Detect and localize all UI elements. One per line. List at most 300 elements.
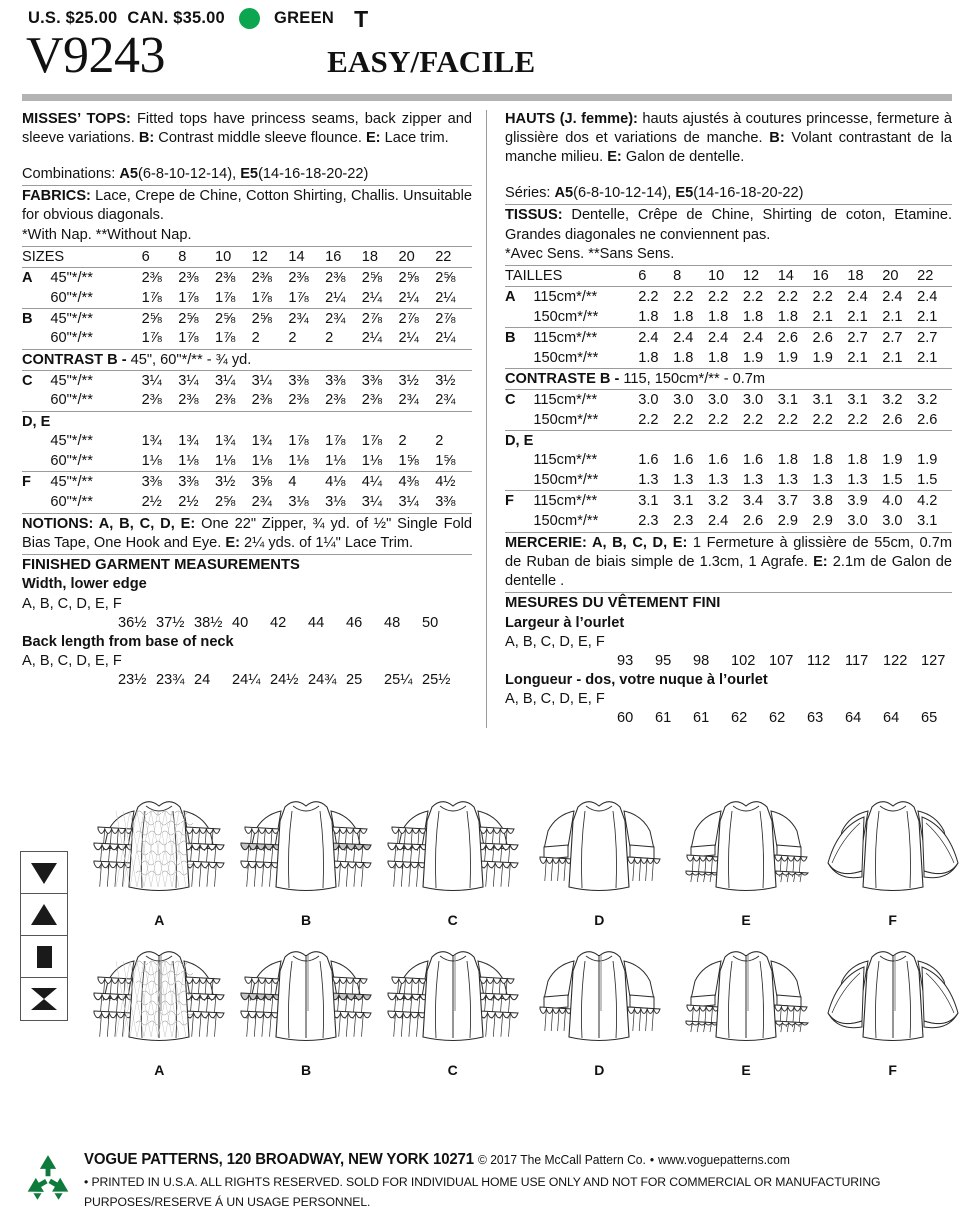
yardage-cell: 2.2 <box>638 411 659 428</box>
yardage-cell: 3½ <box>215 472 252 493</box>
yardage-body-fr <box>505 267 952 531</box>
combinations-text: Combinations: A5(6-8-10-12-14), E5(14-16-18-20-22) <box>22 166 369 183</box>
yardage-cell: 2.9 <box>812 512 833 529</box>
yardage-cell: 1⅛ <box>214 452 236 469</box>
yardage-cell: 3.0 <box>847 512 868 529</box>
measurement-value: 24 <box>194 671 211 688</box>
table-row-sizes <box>22 248 472 268</box>
fabric-width: 115cm*/** <box>533 452 598 469</box>
table-row <box>22 329 472 349</box>
table-row <box>505 410 952 430</box>
measurement-value: 122 <box>883 652 908 669</box>
yardage-cell: 1.5 <box>917 471 938 488</box>
yardage-cell: 1.8 <box>847 452 868 469</box>
yardage-cell: 3.1 <box>638 491 673 512</box>
measurement-values-width-fr <box>505 652 952 671</box>
yardage-cell <box>325 411 362 432</box>
yardage-cell: 2.4 <box>917 287 952 308</box>
yardage-cell: 3.0 <box>673 390 708 411</box>
yardage-cell: 2.1 <box>917 349 938 366</box>
measurement-values-width <box>22 614 472 633</box>
measurement-value: 107 <box>769 652 794 669</box>
nap-note-fr: *Avec Sens. **Sans Sens. <box>505 245 675 262</box>
yardage-cell: 2⅜ <box>142 268 179 289</box>
view-letter <box>22 391 50 411</box>
measurement-value: 62 <box>769 710 786 727</box>
pattern-number: V9243 <box>26 27 166 84</box>
yardage-cell: 2.2 <box>743 287 778 308</box>
fabric-width <box>50 411 141 432</box>
yardage-cell: 1⅞ <box>178 289 199 306</box>
measurement-value: 50 <box>422 614 439 631</box>
view-letter: F <box>22 472 50 493</box>
fabric-width: 60"*/** <box>50 289 93 306</box>
yardage-cell: 3⅛ <box>288 493 309 510</box>
yardage-cell: 2⅞ <box>362 308 399 329</box>
view-letter <box>22 288 50 308</box>
yardage-cell: 2.6 <box>742 512 764 529</box>
measurement-value: 61 <box>655 710 672 727</box>
yardage-cell: 4¼ <box>362 472 399 493</box>
divider <box>505 592 952 593</box>
yardage-cell: 3.2 <box>708 491 743 512</box>
yardage-cell: 2⅝ <box>142 308 179 329</box>
fabric-width: 150cm*/** <box>533 308 599 325</box>
yardage-cell: 1⅛ <box>141 452 162 469</box>
view-letter: A <box>505 287 533 308</box>
table-row <box>505 348 952 368</box>
garment-figure-back-E <box>673 928 820 1078</box>
yardage-cell: 4½ <box>435 472 472 493</box>
size-header-14: 14 <box>288 248 305 265</box>
size-header-10: 10 <box>214 248 232 265</box>
measurement-value: 98 <box>693 652 710 669</box>
measurement-values-length <box>22 671 472 690</box>
contrast-note: CONTRASTE B - 115, 150cm*/** - 0.7m <box>505 368 952 389</box>
yardage-cell: 1.9 <box>742 349 764 366</box>
measurement-value: 23½ <box>118 671 147 688</box>
yardage-cell: 2⅜ <box>178 268 215 289</box>
table-row <box>22 492 472 511</box>
size-header-12: 12 <box>251 248 268 265</box>
size-header-22: 22 <box>917 267 934 284</box>
yardage-cell: 1⅞ <box>214 330 236 347</box>
yardage-cell: 1.3 <box>707 471 729 488</box>
column-divider <box>486 110 487 728</box>
yardage-cell: 3.2 <box>882 390 917 411</box>
yardage-cell: 3⅛ <box>325 493 346 510</box>
measurement-subtitle-width-fr: Largeur à l’ourlet <box>505 614 625 631</box>
measurement-value: 25½ <box>422 671 451 688</box>
table-row <box>505 511 952 530</box>
yardage-cell: 2¼ <box>325 289 346 306</box>
size-header-14: 14 <box>777 267 794 284</box>
measurement-views-width-fr: A, B, C, D, E, F <box>505 633 605 650</box>
spacer <box>22 148 472 165</box>
fabrics-text: FABRICS: Lace, Crepe de Chine, Cotton Shirting, Challis. Unsuitable for obvious diagonals. <box>22 188 472 224</box>
measurement-value: 64 <box>883 710 900 727</box>
yardage-cell: 1⅞ <box>141 330 162 347</box>
back-view-row <box>86 928 966 1078</box>
yardage-cell: 1⅛ <box>325 452 346 469</box>
t-mark-icon: T <box>354 5 369 32</box>
view-letter: C <box>505 390 533 411</box>
finished-measurements-title: FINISHED GARMENT MEASUREMENTS <box>22 557 300 574</box>
garment-figure-front-D <box>526 778 673 928</box>
yardage-cell: 2 <box>288 330 297 347</box>
yardage-cell: 2⅜ <box>251 392 272 409</box>
yardage-cell: 3.1 <box>673 491 708 512</box>
table-row <box>505 328 952 349</box>
yardage-cell: 3¼ <box>215 371 252 392</box>
divider <box>505 204 952 205</box>
yardage-cell: 1.8 <box>777 452 798 469</box>
table-row <box>22 472 472 493</box>
figure-label: A <box>154 912 165 928</box>
yardage-cell: 1.8 <box>638 349 659 366</box>
measurement-value: 38½ <box>194 614 223 631</box>
view-letter: B <box>22 308 50 329</box>
measurement-value: 127 <box>921 652 946 669</box>
yardage-cell: 3⅜ <box>325 371 362 392</box>
color-swatch-icon <box>239 8 260 29</box>
garment-figure-front-F <box>819 778 966 928</box>
yardage-cell: 4⅜ <box>398 472 435 493</box>
yardage-cell: 3⅜ <box>362 371 399 392</box>
yardage-cell: 2⅜ <box>215 268 252 289</box>
yardage-cell: 2⅜ <box>325 268 362 289</box>
figure-label: E <box>741 912 751 928</box>
price-can: CAN. $35.00 <box>127 8 225 27</box>
yardage-cell <box>882 430 917 451</box>
measurement-values-length-fr <box>505 709 952 728</box>
yardage-cell: 3½ <box>398 371 435 392</box>
measurement-value: 24¼ <box>232 671 261 688</box>
measurement-value: 44 <box>308 614 325 631</box>
notions-text-fr: MERCERIE: A, B, C, D, E: 1 Fermeture à glissière de 55cm, 0.7m de Ruban de biais simple de 1.3cm, 1 Agrafe. E: 2.1m de Galon de dentelle . <box>505 534 952 590</box>
notions-text: NOTIONS: A, B, C, D, E: One 22" Zipper, ¾ yd. of ½" Single Fold Bias Tape, One Hook and Eye. E: 2¼ yds. of 1¼" Lace Trim. <box>22 515 472 551</box>
view-letter: A <box>22 268 50 289</box>
measurement-value: 46 <box>346 614 363 631</box>
measurement-value: 24¾ <box>308 671 337 688</box>
yardage-cell: 3¼ <box>252 371 289 392</box>
yardage-cell: 2 <box>325 330 334 347</box>
yardage-cell: 2¼ <box>361 330 383 347</box>
yardage-cell: 2.4 <box>882 287 917 308</box>
measurement-value: 42 <box>270 614 287 631</box>
yardage-cell: 2.6 <box>813 328 848 349</box>
yardage-cell: 2.2 <box>707 411 729 428</box>
yardage-cell <box>252 411 289 432</box>
measurement-views-width: A, B, C, D, E, F <box>22 595 122 612</box>
yardage-cell <box>847 430 882 451</box>
yardage-cell: 2½ <box>141 493 162 510</box>
table-row <box>505 491 952 512</box>
yardage-cell: 2.1 <box>812 308 833 325</box>
yardage-cell: 2.1 <box>882 349 903 366</box>
figure-label: B <box>300 1062 312 1078</box>
yardage-cell: 2⅞ <box>398 308 435 329</box>
yardage-cell: 1.3 <box>847 471 868 488</box>
combinations-text-fr: Séries: A5(6-8-10-12-14), E5(14-16-18-20-22) <box>505 185 804 202</box>
size-header-6: 6 <box>141 248 150 265</box>
yardage-cell: 3.1 <box>778 390 813 411</box>
description-text-fr: HAUTS (J. femme): hauts ajustés à coutures princesse, fermeture à glissière dos et variations de manche. B: Volant contrastant de la manche milieu. E: Galon de dentelle. <box>505 111 953 166</box>
description-text: MISSES’ TOPS: Fitted tops have princess seams, back zipper and sleeve variations. B: Contrast middle sleeve flounce. E: Lace trim. <box>22 111 473 147</box>
yardage-cell: 3.0 <box>708 390 743 411</box>
yardage-cell: 1.3 <box>812 471 833 488</box>
legend-rectangle <box>21 936 67 978</box>
view-letter <box>22 492 50 511</box>
size-header-8: 8 <box>673 267 682 284</box>
yardage-cell: 2 <box>251 330 260 347</box>
measurement-value: 37½ <box>156 614 185 631</box>
contrast-note: CONTRAST B - 45", 60"*/** - ¾ yd. <box>22 349 472 370</box>
table-row <box>505 390 952 411</box>
yardage-cell: 3¼ <box>178 371 215 392</box>
size-header-22: 22 <box>435 248 452 265</box>
yardage-cell <box>708 430 743 451</box>
yardage-cell: 3.8 <box>813 491 848 512</box>
yardage-cell: 2¼ <box>398 289 419 306</box>
yardage-cell: 2 <box>398 433 407 450</box>
yardage-cell: 1.6 <box>742 452 764 469</box>
front-view-row <box>86 778 966 928</box>
fabric-width: 150cm*/** <box>533 512 599 529</box>
figure-label: F <box>888 912 897 928</box>
yardage-cell: 3.4 <box>743 491 778 512</box>
yardage-cell: 2⅝ <box>435 268 472 289</box>
fabric-width: 45"*/** <box>50 268 141 289</box>
view-letter <box>22 432 50 451</box>
measurement-value: 117 <box>845 652 869 669</box>
footer-text-block <box>84 1147 952 1209</box>
measurement-value: 25 <box>346 671 363 688</box>
yardage-cell: 1¾ <box>214 433 236 450</box>
yardage-cell: 2.2 <box>638 287 673 308</box>
yardage-cell: 2⅝ <box>178 308 215 329</box>
divider <box>505 532 952 533</box>
fabric-width: 150cm*/** <box>533 411 599 428</box>
table-row <box>22 268 472 289</box>
yardage-cell: 2.4 <box>743 328 778 349</box>
website-link[interactable]: www.voguepatterns.com <box>658 1153 790 1167</box>
yardage-cell: 2.1 <box>847 308 868 325</box>
yardage-cell: 1⅛ <box>288 452 309 469</box>
sizes-label: SIZES <box>22 248 65 265</box>
yardage-cell: 3.0 <box>882 512 903 529</box>
yardage-cell: 3.1 <box>917 512 938 529</box>
measurement-value: 40 <box>232 614 249 631</box>
view-letter <box>505 511 533 530</box>
measurement-views-length: A, B, C, D, E, F <box>22 652 122 669</box>
measurement-value: 95 <box>655 652 672 669</box>
table-row <box>22 308 472 329</box>
size-header-16: 16 <box>325 248 342 265</box>
yardage-cell: 2.2 <box>777 411 798 428</box>
yardage-cell: 2.4 <box>847 287 882 308</box>
yardage-cell: 1.8 <box>673 308 694 325</box>
table-row <box>505 430 952 451</box>
yardage-cell: 3.1 <box>813 390 848 411</box>
price-header <box>0 0 974 30</box>
fabric-width: 115cm*/** <box>533 328 638 349</box>
measurement-value: 24½ <box>270 671 299 688</box>
garment-figure-front-C <box>379 778 526 928</box>
yardage-cell: 2⅜ <box>252 268 289 289</box>
garment-figure-back-B <box>233 928 380 1078</box>
symbol-legend <box>20 851 68 1021</box>
size-header-6: 6 <box>638 267 647 284</box>
yardage-cell: 3.0 <box>743 390 778 411</box>
garment-figure-front-B <box>233 778 380 928</box>
figure-label: E <box>741 1062 751 1078</box>
table-row <box>22 288 472 308</box>
yardage-cell: 2⅜ <box>325 392 346 409</box>
legend-bowtie <box>21 978 67 1020</box>
footer <box>0 1147 974 1219</box>
view-letter: B <box>505 328 533 349</box>
yardage-cell: 1.3 <box>777 471 798 488</box>
fabric-width: 60"*/** <box>50 392 93 409</box>
yardage-cell: 2⅝ <box>215 308 252 329</box>
company-address: VOGUE PATTERNS, 120 BROADWAY, NEW YORK 10271 <box>84 1151 474 1168</box>
figure-label: F <box>888 1062 897 1078</box>
yardage-cell: 2¼ <box>361 289 383 306</box>
table-row <box>505 308 952 328</box>
garment-figure-front-A <box>86 778 233 928</box>
difficulty-label: EASY/FACILE <box>327 44 536 79</box>
yardage-cell <box>917 430 952 451</box>
measurement-subtitle-length-fr: Longueur - dos, votre nuque à l’ourlet <box>505 671 768 688</box>
measurement-value: 61 <box>693 710 710 727</box>
yardage-cell: 2.2 <box>742 411 764 428</box>
view-letter <box>22 329 50 349</box>
yardage-cell: 2.2 <box>673 287 708 308</box>
yardage-cell: 2.1 <box>882 308 903 325</box>
yardage-cell: 1.8 <box>742 308 764 325</box>
fabric-width: 115cm*/** <box>533 287 638 308</box>
yardage-cell: 3⅜ <box>142 472 179 493</box>
view-letter <box>505 348 533 368</box>
fabric-width: 115cm*/** <box>533 491 638 512</box>
view-letter <box>505 410 533 430</box>
yardage-cell: 2¾ <box>435 392 456 409</box>
measurement-value: 93 <box>617 652 634 669</box>
fabric-width: 60"*/** <box>50 452 93 469</box>
content-columns <box>0 110 974 728</box>
yardage-cell <box>638 430 673 451</box>
measurement-value: 60 <box>617 710 634 727</box>
yardage-cell: 2⅜ <box>141 392 162 409</box>
yardage-cell: 1.3 <box>673 471 694 488</box>
yardage-cell: 3¼ <box>361 493 383 510</box>
yardage-cell: 1.9 <box>917 452 938 469</box>
yardage-table-english <box>22 248 472 512</box>
yardage-cell: 2.4 <box>638 328 673 349</box>
yardage-cell: 2⅜ <box>178 392 199 409</box>
measurement-value: 112 <box>807 652 831 669</box>
yardage-cell: 2 <box>435 433 444 450</box>
column-english <box>22 110 484 728</box>
yardage-cell: 2⅜ <box>214 392 236 409</box>
header-divider <box>22 94 952 101</box>
yardage-cell: 2¼ <box>398 330 419 347</box>
size-header-20: 20 <box>882 267 899 284</box>
yardage-cell: 1⅛ <box>251 452 272 469</box>
spacer <box>505 167 952 184</box>
table-row <box>505 471 952 491</box>
size-header-8: 8 <box>178 248 187 265</box>
column-french <box>489 110 952 728</box>
yardage-cell: 1⅛ <box>178 452 199 469</box>
table-row <box>22 411 472 432</box>
table-row <box>505 451 952 470</box>
fabric-width: 115cm*/** <box>533 390 638 411</box>
yardage-cell: 3⅝ <box>252 472 289 493</box>
yardage-cell: 1⅞ <box>288 289 309 306</box>
yardage-cell: 2.4 <box>673 328 708 349</box>
yardage-cell: 1.9 <box>777 349 798 366</box>
fabric-width <box>533 430 638 451</box>
yardage-body <box>22 248 472 512</box>
yardage-cell: 4.0 <box>882 491 917 512</box>
yardage-cell <box>743 430 778 451</box>
yardage-cell: 2.2 <box>708 287 743 308</box>
figure-label: B <box>300 912 312 928</box>
garment-figure-back-F <box>819 928 966 1078</box>
measurement-subtitle-width: Width, lower edge <box>22 576 147 593</box>
yardage-cell: 2.7 <box>882 328 917 349</box>
table-row <box>22 452 472 472</box>
yardage-cell: 2¾ <box>325 308 362 329</box>
legend-down-triangle <box>21 852 67 894</box>
figure-label: A <box>154 1062 165 1078</box>
yardage-cell <box>215 411 252 432</box>
fabric-width: 45"*/** <box>50 433 93 450</box>
divider <box>22 246 472 247</box>
yardage-cell: 1¾ <box>251 433 272 450</box>
size-header-18: 18 <box>847 267 864 284</box>
yardage-cell: 2¼ <box>435 289 456 306</box>
view-letter <box>505 451 533 470</box>
measurement-subtitle-length: Back length from base of neck <box>22 633 234 650</box>
yardage-cell: 2⅝ <box>362 268 399 289</box>
yardage-cell <box>288 411 325 432</box>
yardage-cell: 1⅞ <box>325 433 346 450</box>
measurement-value: 63 <box>807 710 824 727</box>
yardage-cell: 3⅜ <box>435 493 456 510</box>
fabric-width: 45"*/** <box>50 371 141 392</box>
copyright-text: © 2017 The McCall Pattern Co. <box>477 1153 646 1167</box>
yardage-cell: 1.8 <box>707 308 729 325</box>
fabric-width: 60"*/** <box>50 330 93 347</box>
yardage-cell: 2.3 <box>673 512 694 529</box>
yardage-cell: 3.2 <box>917 390 952 411</box>
yardage-cell: 2.4 <box>708 328 743 349</box>
view-letter: D, E <box>22 411 50 432</box>
fabrics-text-fr: TISSUS: Dentelle, Crêpe de Chine, Shirting de coton, Etamine. Grandes diagonales ne conviennent pas. <box>505 207 952 243</box>
measurement-value: 64 <box>845 710 862 727</box>
title-row <box>0 27 974 88</box>
yardage-cell: 2.3 <box>638 512 659 529</box>
yardage-cell <box>142 411 179 432</box>
yardage-cell: 2.9 <box>777 512 798 529</box>
table-row <box>505 287 952 308</box>
yardage-cell: 2¼ <box>435 330 456 347</box>
yardage-cell: 2¾ <box>398 392 419 409</box>
yardage-cell: 2⅜ <box>288 392 309 409</box>
